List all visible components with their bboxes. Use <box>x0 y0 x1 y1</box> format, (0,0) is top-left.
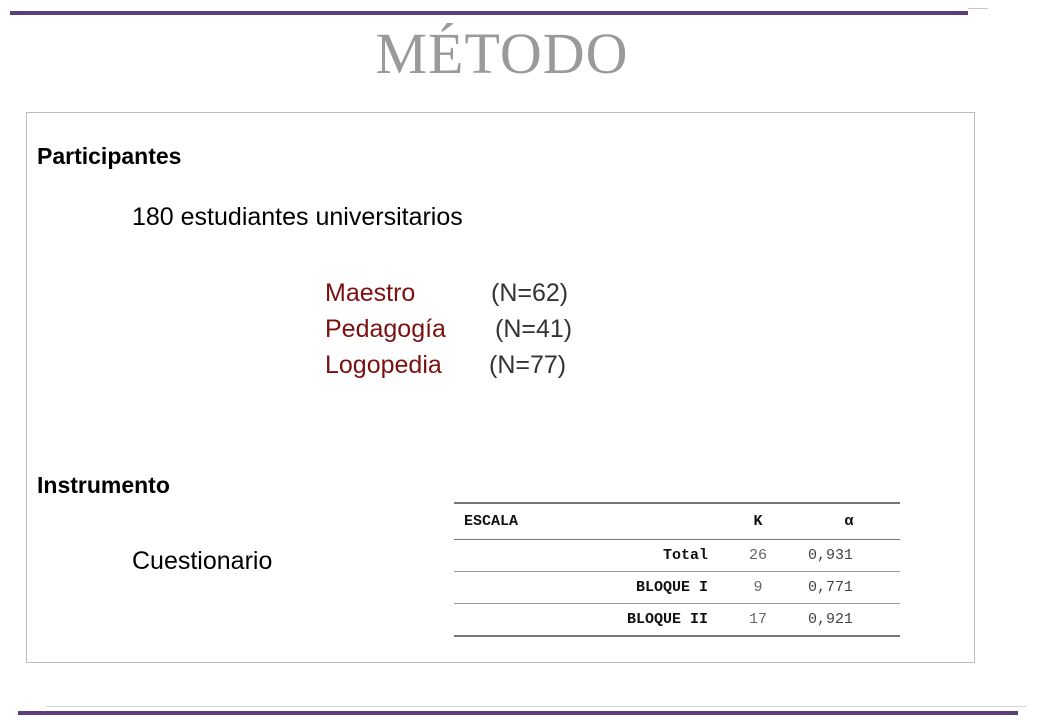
reliability-table-panel <box>446 500 902 656</box>
k-value: 26 <box>748 546 767 564</box>
table-header-row <box>454 503 900 539</box>
group-item <box>325 279 568 308</box>
group-count: (N=62) <box>491 279 569 307</box>
instrument-heading: Instrumento <box>37 472 170 498</box>
scale-name: Total <box>662 546 708 564</box>
group-name: Pedagogía <box>325 315 446 343</box>
table-row <box>454 603 900 636</box>
table-row <box>454 571 900 603</box>
bottom-divider-accent <box>46 706 1026 707</box>
reliability-table <box>454 502 900 637</box>
group-count: (N=41) <box>495 315 573 343</box>
alpha-value: 0,921 <box>808 610 854 628</box>
k-value: 9 <box>753 578 763 596</box>
scale-name: BLOQUE II <box>626 610 708 628</box>
alpha-value: 0,771 <box>808 578 854 596</box>
group-name: Logopedia <box>325 351 442 379</box>
alpha-value: 0,931 <box>808 546 854 564</box>
group-count: (N=77) <box>489 351 567 379</box>
group-item <box>325 315 572 344</box>
col-header-alpha: α <box>844 512 854 530</box>
participants-heading: Participantes <box>37 143 182 169</box>
col-header-k: K <box>753 512 763 530</box>
slide-title: MÉTODO <box>375 21 629 86</box>
participants-summary: 180 estudiantes universitarios <box>132 203 463 231</box>
group-item <box>325 351 566 380</box>
bottom-divider <box>18 711 1018 715</box>
instrument-name: Cuestionario <box>132 547 273 575</box>
table-row <box>454 539 900 571</box>
scale-name: BLOQUE I <box>635 578 708 596</box>
top-divider <box>10 11 968 15</box>
col-header-scale: ESCALA <box>464 512 519 530</box>
top-divider-accent <box>968 8 988 9</box>
group-name: Maestro <box>325 279 416 307</box>
k-value: 17 <box>748 610 767 628</box>
